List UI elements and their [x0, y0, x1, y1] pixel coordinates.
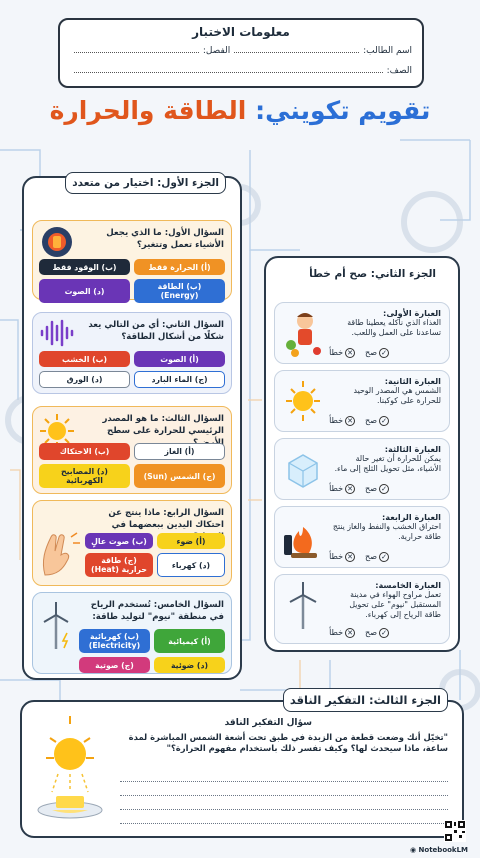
- part2-heading: الجزء الثاني: صح أم خطأ: [303, 264, 442, 284]
- brand-watermark: ◉ NotebookLM: [410, 846, 469, 854]
- statement-1-true[interactable]: ✓صح: [365, 348, 389, 358]
- q5-option-a[interactable]: (أ) كيميائية: [154, 629, 225, 653]
- ice-cube-icon: [283, 445, 323, 495]
- statement-2: العبارة الثانية: الشمس هي المصدر الوحيد للحرارة على كوكبنا. ✓صح ✕خطأ: [274, 370, 450, 432]
- student-name-field[interactable]: [234, 46, 359, 53]
- question-2: السؤال الثاني: أي من التالي يعد شكلًا من أشكال الطاقة؟ (أ) الصوت (ب) الخشب (ج) الماء البارد (د) الورق: [32, 312, 232, 394]
- q2-option-a[interactable]: (أ) الصوت: [134, 351, 225, 367]
- class-field[interactable]: [74, 46, 199, 53]
- cross-icon: ✕: [345, 552, 355, 562]
- critical-question-title: سؤال التفكير الناقد: [224, 718, 312, 728]
- q5-option-d[interactable]: (د) ضوئية: [154, 657, 225, 673]
- check-icon: ✓: [379, 628, 389, 638]
- q1-option-d[interactable]: (د) الصوت: [39, 279, 130, 303]
- page-title: تقويم تكويني: الطاقة والحرارة: [49, 96, 431, 125]
- q2-option-d[interactable]: (د) الورق: [39, 371, 130, 388]
- kid-with-food-icon: [283, 309, 323, 359]
- question-5: السؤال الخامس: تُستخدم الرياح في منطقة "نيوم" لتوليد طاقة: (أ) كيميائية (ب) كهربائية (Electricity) (د) ضوئية (ج) صوتية: [32, 592, 232, 674]
- q3-option-c[interactable]: (ج) الشمس (Sun): [134, 464, 225, 488]
- q1-option-c[interactable]: (ب) الطاقة (Energy): [134, 279, 225, 303]
- statement-5: العبارة الخامسة: تعمل مراوح الهواء في مدينة المستقبل "نيوم" على تحويل طاقة الرياح إلى كهرباء. ✓صح ✕خطأ: [274, 574, 450, 644]
- q4-option-b[interactable]: (ب) صوت عالٍ: [85, 533, 153, 549]
- statement-4-false[interactable]: ✕خطأ: [329, 552, 355, 562]
- q5-option-b[interactable]: (ب) كهربائية (Electricity): [79, 629, 150, 653]
- q4-option-c[interactable]: (ج) طاقة حرارية (Heat): [85, 553, 153, 577]
- cross-icon: ✕: [345, 628, 355, 638]
- student-name-label: اسم الطالب:: [363, 46, 412, 56]
- statement-3-false[interactable]: ✕خطأ: [329, 484, 355, 494]
- q4-option-d[interactable]: (د) كهرباء: [157, 553, 225, 577]
- q3-option-a[interactable]: (أ) الغاز: [134, 443, 225, 460]
- part2-panel: [264, 256, 460, 652]
- statement-5-true[interactable]: ✓صح: [365, 628, 389, 638]
- part3-heading: الجزء الثالث: التفكير الناقد: [283, 688, 448, 712]
- part1-panel: [22, 176, 242, 680]
- notebooklm-logo-icon: ◉: [410, 846, 419, 854]
- statement-1-false[interactable]: ✕خطأ: [329, 348, 355, 358]
- statement-5-false[interactable]: ✕خطأ: [329, 628, 355, 638]
- rubbing-hands-icon: [37, 531, 81, 577]
- critical-question-text: "تخيّل أنك وضعت قطعة من الزبدة في طبق تحت أشعة الشمس المباشرة لمدة ساعة، ماذا سيحدث لها؟ وكيف تفسر ذلك باستخدام مفهوم الحرارة؟": [128, 732, 448, 753]
- part1-heading: الجزء الأول: اختيار من متعدد: [65, 172, 226, 194]
- q1-option-b[interactable]: (ب) الوقود فقط: [39, 259, 130, 275]
- statement-1: العبارة الأولى: الغذاء الذي نأكله يعطينا طاقة تساعدنا على العمل واللعب. ✓صح ✕خطأ: [274, 302, 450, 364]
- statement-3: العبارة الثالثة: يمكن للحرارة أن تغير حالة الأشياء، مثل تحويل الثلج إلى ماء. ✓صح ✕خطأ: [274, 438, 450, 500]
- cross-icon: ✕: [345, 484, 355, 494]
- exam-info-title: معلومات الاختبار: [192, 25, 290, 39]
- statement-4: العبارة الرابعة: احتراق الخشب والنفط والغاز ينتج طاقة حرارية. ✓صح ✕خطأ: [274, 506, 450, 568]
- q2-option-c[interactable]: (ج) الماء البارد: [134, 371, 225, 388]
- butter-melting-sun-icon: [34, 714, 106, 824]
- q3-option-d[interactable]: (د) المصابيح الكهربائية: [39, 464, 130, 488]
- cross-icon: ✕: [345, 348, 355, 358]
- q3-option-b[interactable]: (ب) الاحتكاك: [39, 443, 130, 460]
- wind-turbine-icon: [39, 601, 73, 651]
- statement-2-false[interactable]: ✕خطأ: [329, 416, 355, 426]
- statement-2-true[interactable]: ✓صح: [365, 416, 389, 426]
- answer-lines[interactable]: [120, 768, 448, 824]
- q2-option-b[interactable]: (ب) الخشب: [39, 351, 130, 367]
- check-icon: ✓: [379, 552, 389, 562]
- q4-option-a[interactable]: (أ) ضوء: [157, 533, 225, 549]
- statement-3-true[interactable]: ✓صح: [365, 484, 389, 494]
- check-icon: ✓: [379, 348, 389, 358]
- grade-label: الصف:: [386, 66, 412, 76]
- part3-panel: [20, 693, 464, 838]
- statement-4-true[interactable]: ✓صح: [365, 552, 389, 562]
- q1-option-a[interactable]: (أ) الحرارة فقط: [134, 259, 225, 275]
- wind-turbine-icon: [283, 581, 323, 631]
- question-4: السؤال الرابع: ماذا ينتج عن احتكاك اليدين ببعضهما في (أ) ضوء (ب) صوت عالٍ (د) كهرباء (ج) طاقة حرارية (Heat): [32, 500, 232, 586]
- class-label: الفصل:: [202, 46, 231, 56]
- question-1: السؤال الأول: ما الذي يجعل الأشياء تعمل وتتغير؟ (أ) الحرارة فقط (ب) الوقود فقط (ب) الطاقة (Energy) (د) الصوت: [32, 220, 232, 300]
- question-3: السؤال الثالث: ما هو المصدر الرئيسي للحرارة على سطح (أ) الغاز (ب) الاحتكاك (ج) الشمس (Sun) (د) المصابيح الكهربائية: [32, 406, 232, 494]
- robot-icon: [39, 225, 75, 259]
- check-icon: ✓: [379, 416, 389, 426]
- cross-icon: ✕: [345, 416, 355, 426]
- exam-info-box: [58, 18, 424, 88]
- qr-code-icon: [444, 820, 466, 842]
- q5-option-c[interactable]: (ج) صوتية: [79, 657, 150, 673]
- sound-wave-icon: [39, 319, 77, 347]
- fire-and-fuel-icon: [283, 513, 323, 563]
- sun-icon: [283, 377, 323, 427]
- check-icon: ✓: [379, 484, 389, 494]
- grade-field[interactable]: [74, 66, 383, 73]
